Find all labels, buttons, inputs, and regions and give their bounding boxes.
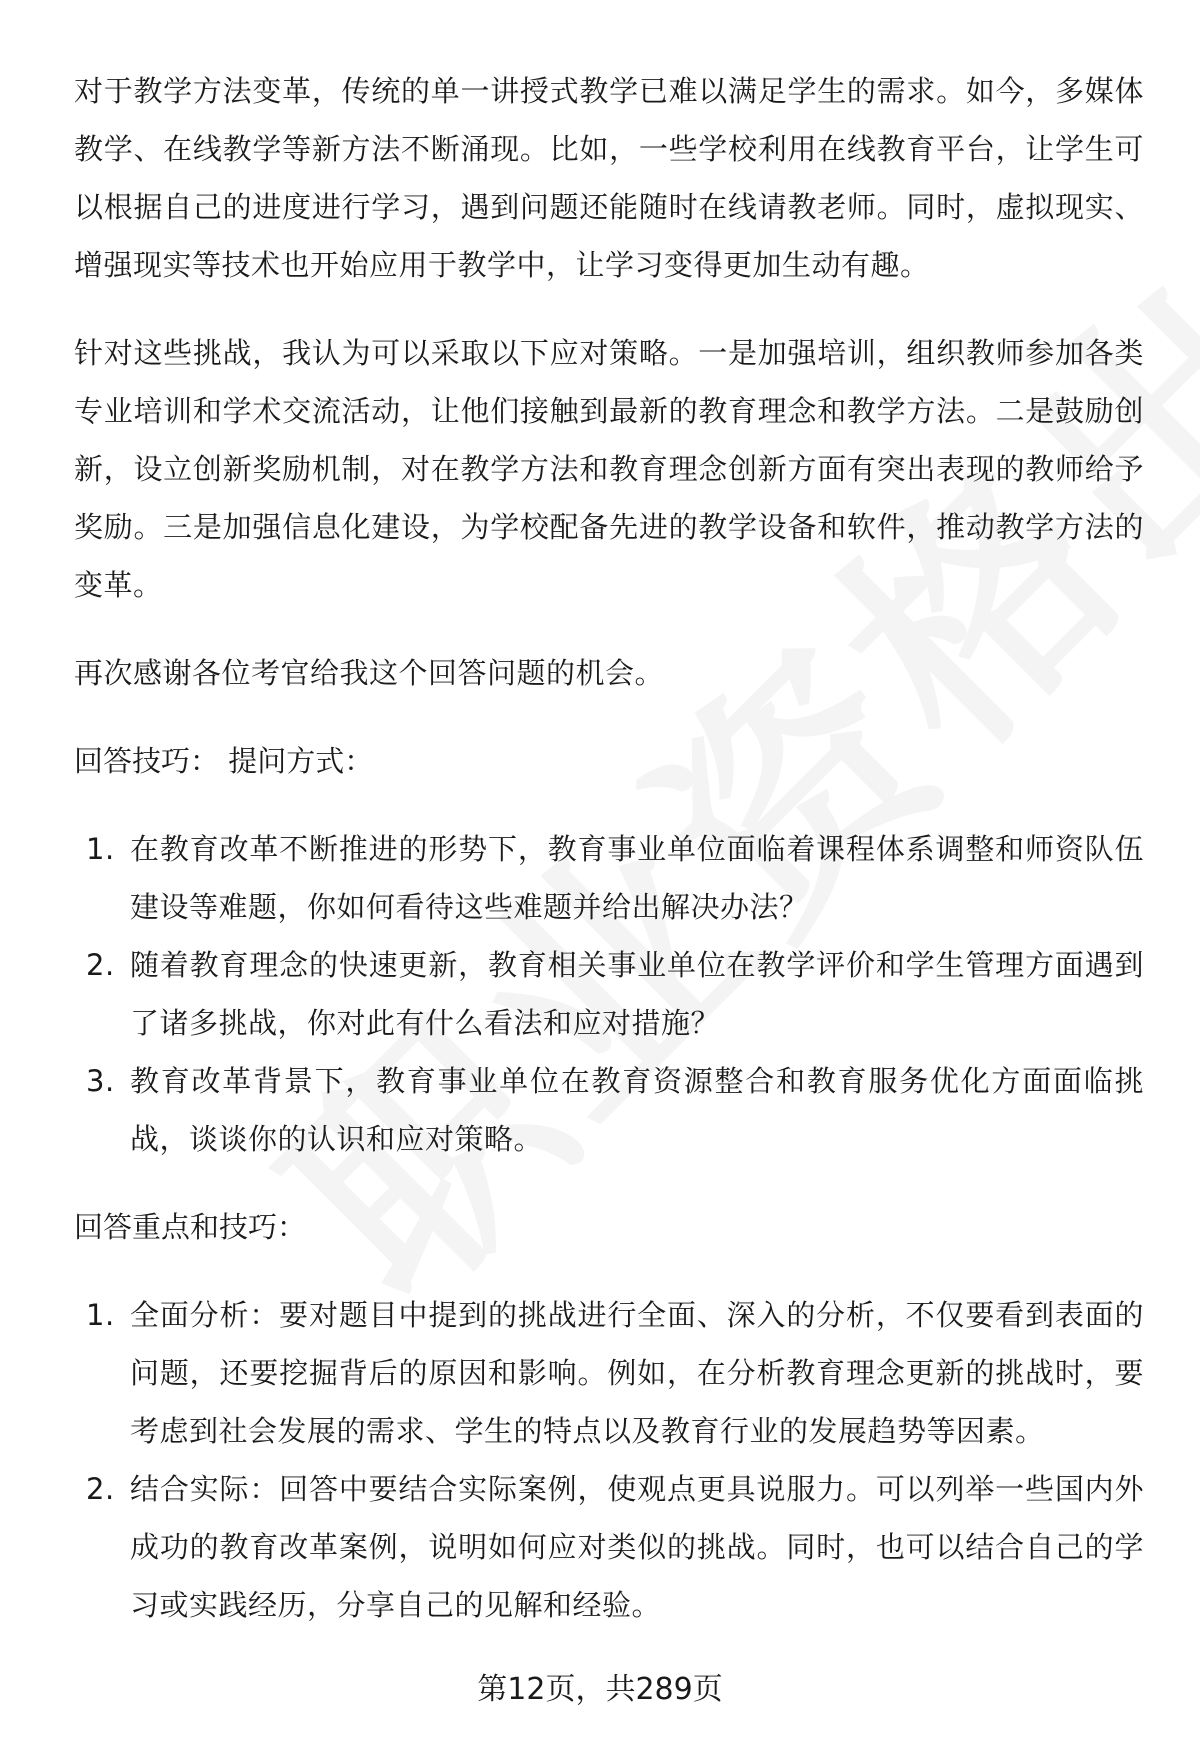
list-item [74, 1052, 1144, 1168]
list-item-text: 在教育改革不断推进的形势下，教育事业单位面临着课程体系调整和师资队伍建设等难题，你如何看待这些难题并给出解决办法？ [130, 832, 1144, 924]
paragraph-thanks: 再次感谢各位考官给我这个回答问题的机会。 [74, 656, 665, 690]
list-number: 1. [86, 832, 115, 866]
list-number: 1. [86, 1298, 115, 1332]
list-item [74, 820, 1144, 936]
list-item [74, 1460, 1144, 1634]
list-item-text: 结合实际：回答中要结合实际案例，使观点更具说服力。可以列举一些国内外成功的教育改革案例，说明如何应对类似的挑战。同时，也可以结合自己的学习或实践经历，分享自己的见解和经验。 [130, 1472, 1144, 1622]
list-number: 2. [86, 948, 115, 982]
list-item-text: 全面分析：要对题目中提到的挑战进行全面、深入的分析，不仅要看到表面的问题，还要挖掘背后的原因和影响。例如，在分析教育理念更新的挑战时，要考虑到社会发展的需求、学生的特点以及教育行业的发展趋势等因素。 [130, 1298, 1144, 1448]
document-body [74, 62, 1144, 1664]
list-item-text: 随着教育理念的快速更新，教育相关事业单位在教学评价和学生管理方面遇到了诸多挑战，你对此有什么看法和应对措施？ [130, 948, 1144, 1040]
list-item [74, 936, 1144, 1052]
page-number-footer: 第12页，共289页 [477, 1672, 723, 1707]
list-number: 2. [86, 1472, 115, 1506]
list-item [74, 1286, 1144, 1460]
list-item-text: 教育改革背景下，教育事业单位在教育资源整合和教育服务优化方面面临挑战，谈谈你的认识和应对策略。 [130, 1064, 1144, 1156]
paragraph-teaching-method-reform: 对于教学方法变革，传统的单一讲授式教学已难以满足学生的需求。如今，多媒体教学、在线教学等新方法不断涌现。比如，一些学校利用在线教育平台，让学生可以根据自己的进度进行学习，遇到问题还能随时在线请教老师。同时，虚拟现实、增强现实等技术也开始应用于教学中，让学习变得更加生动有趣。 [74, 74, 1144, 282]
key-points-list [74, 1286, 1144, 1634]
section-heading-key-points: 回答重点和技巧： [74, 1210, 307, 1244]
question-list [74, 820, 1144, 1168]
list-number: 3. [86, 1064, 115, 1098]
section-heading-question-style: 回答技巧： 提问方式： [74, 744, 374, 778]
paragraph-coping-strategies: 针对这些挑战，我认为可以采取以下应对策略。一是加强培训，组织教师参加各类专业培训和学术交流活动，让他们接触到最新的教育理念和教学方法。二是鼓励创新，设立创新奖励机制，对在教学方法和教育理念创新方面有突出表现的教师给予奖励。三是加强信息化建设，为学校配备先进的教学设备和软件，推动教学方法的变革。 [74, 336, 1144, 602]
